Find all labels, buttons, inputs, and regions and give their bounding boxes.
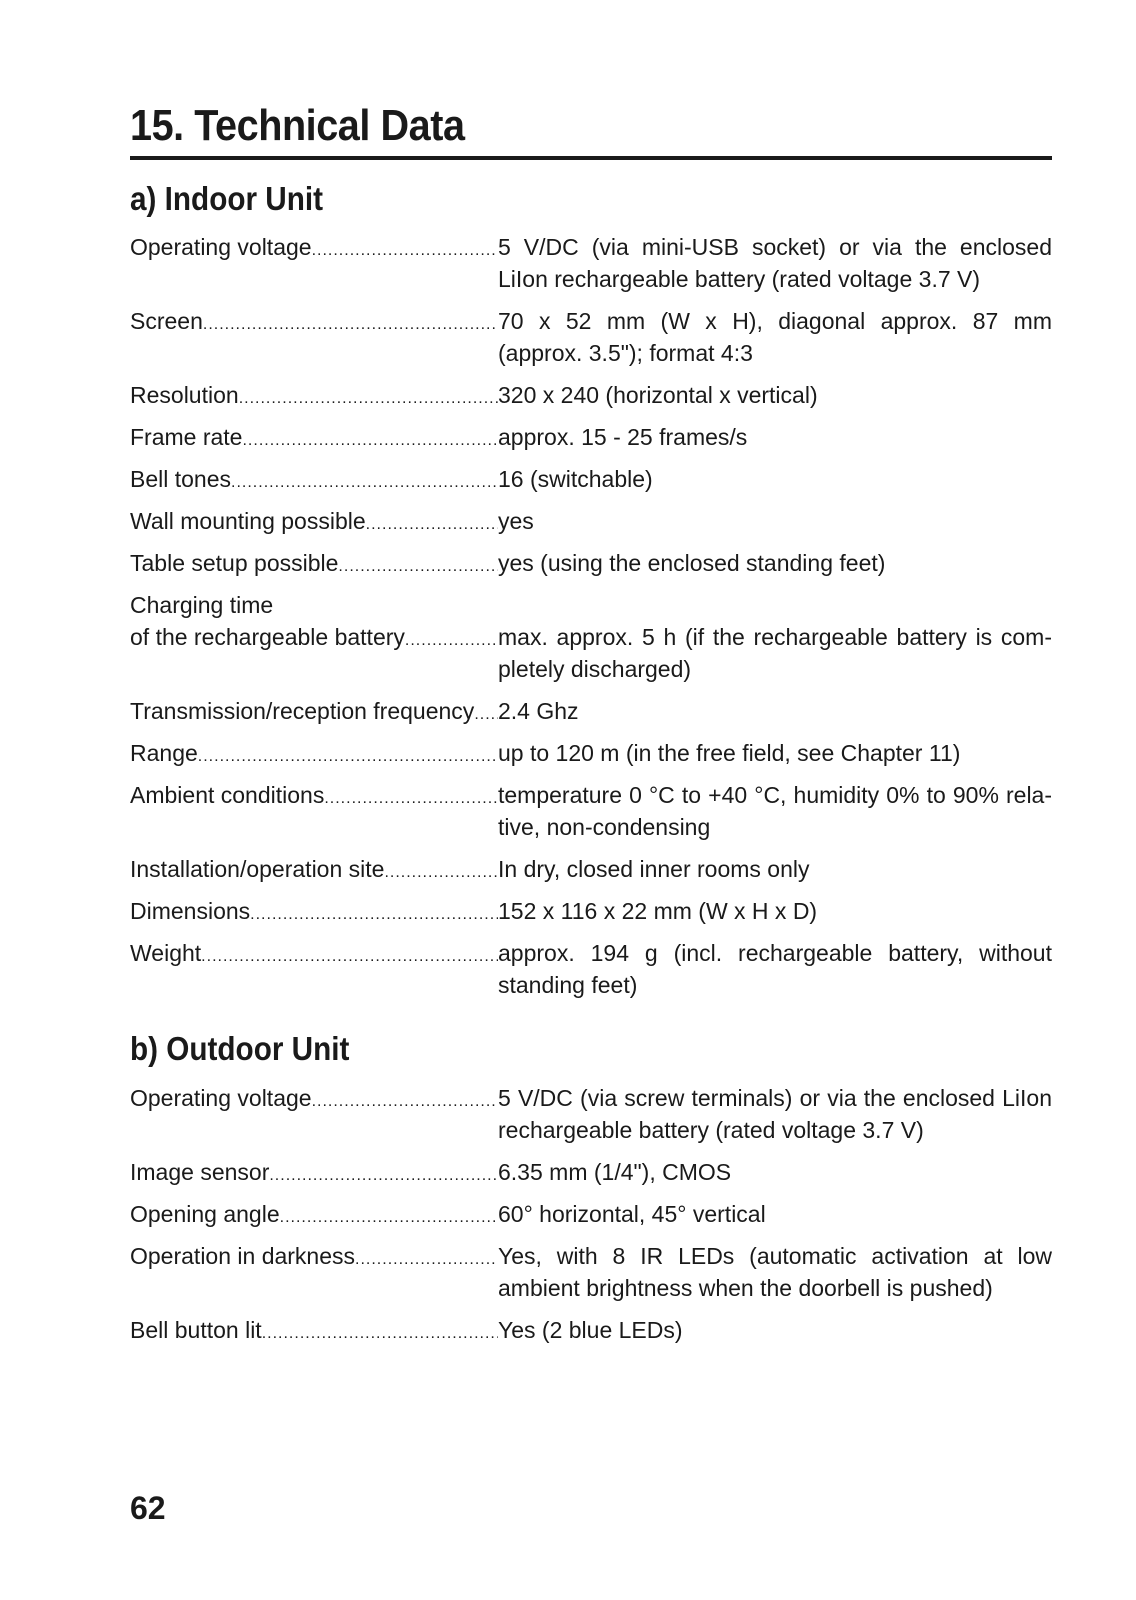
page-title: 15. Technical Data xyxy=(130,101,465,150)
leader-dots xyxy=(262,1322,498,1346)
spec-label: Operating voltage xyxy=(130,1085,312,1111)
spec-row-wall-mounting xyxy=(130,505,1052,537)
leader-dots xyxy=(239,387,498,411)
spec-row-screen xyxy=(130,305,1052,369)
spec-label: Operation in darkness xyxy=(130,1243,356,1269)
leader-dots xyxy=(231,471,498,495)
spec-value: 2.4 Ghz xyxy=(498,698,579,724)
spec-value: 320 x 240 (horizontal x vertical) xyxy=(498,382,818,408)
spec-value: yes xyxy=(498,508,534,534)
spec-label: Resolution xyxy=(130,382,239,408)
spec-row-range xyxy=(130,737,1052,769)
title-divider xyxy=(130,156,1052,160)
spec-value: In dry, closed inner rooms only xyxy=(498,856,810,882)
spec-row-bell-button-lit xyxy=(130,1314,1052,1346)
spec-label: Wall mounting possible xyxy=(130,508,366,534)
spec-row-charging-time xyxy=(130,589,1052,685)
spec-row-bell-tones xyxy=(130,463,1052,495)
spec-label: Opening angle xyxy=(130,1201,280,1227)
spec-value: approx. 194 g (incl. rechargeable battery, without standing feet) xyxy=(498,940,1052,998)
spec-value: 6.35 mm (1/4"), CMOS xyxy=(498,1159,732,1185)
spec-label: Frame rate xyxy=(130,424,243,450)
spec-value: yes (using the enclosed standing feet) xyxy=(498,550,886,576)
spec-row-operating-voltage xyxy=(130,231,1052,295)
spec-value: up to 120 m (in the free field, see Chapter 11) xyxy=(498,740,961,766)
spec-row-ambient-conditions xyxy=(130,779,1052,843)
leader-dots xyxy=(201,945,498,969)
section-heading-outdoor: b) Outdoor Unit xyxy=(130,1030,350,1067)
leader-dots xyxy=(338,555,498,579)
spec-value: Yes (2 blue LEDs) xyxy=(498,1317,683,1343)
spec-list-outdoor xyxy=(130,1082,1052,1356)
spec-row-resolution xyxy=(130,379,1052,411)
spec-label: Table setup possible xyxy=(130,550,339,576)
spec-value: 16 (switchable) xyxy=(498,466,653,492)
spec-label: Bell tones xyxy=(130,466,232,492)
spec-row-weight xyxy=(130,937,1052,1001)
leader-dots xyxy=(312,1090,498,1114)
spec-label: Transmission/reception frequency xyxy=(130,698,475,724)
page-number: 62 xyxy=(130,1490,166,1526)
spec-label: Screen xyxy=(130,308,203,334)
leader-dots xyxy=(242,429,498,453)
spec-label: Operating voltage xyxy=(130,234,312,260)
leader-dots xyxy=(203,313,498,337)
spec-list-indoor xyxy=(130,231,1052,1011)
spec-value: max. approx. 5 h (if the rechargeable battery is com-pletely discharged) xyxy=(498,624,1052,682)
spec-row-installation-site xyxy=(130,853,1052,885)
spec-row-image-sensor xyxy=(130,1156,1052,1188)
spec-value: Yes, with 8 IR LEDs (automatic activation at low ambient brightness when the doorbell is pushed) xyxy=(498,1243,1052,1301)
spec-row-frame-rate xyxy=(130,421,1052,453)
spec-value: 5 V/DC (via mini-USB socket) or via the enclosed LiIon rechargeable battery (rated voltage 3.7 V) xyxy=(498,234,1052,292)
spec-value: 152 x 116 x 22 mm (W x H x D) xyxy=(498,898,818,924)
spec-value: 5 V/DC (via screw terminals) or via the enclosed LiIon rechargeable battery (rated voltage 3.7 V) xyxy=(498,1085,1052,1143)
leader-dots xyxy=(324,787,498,811)
leader-dots xyxy=(269,1164,498,1188)
leader-dots xyxy=(280,1206,498,1230)
spec-label: Bell button lit xyxy=(130,1317,262,1343)
spec-row-dimensions xyxy=(130,895,1052,927)
spec-label: Installation/operation site xyxy=(130,856,385,882)
section-heading-indoor: a) Indoor Unit xyxy=(130,180,324,217)
spec-label: of the rechargeable battery xyxy=(130,624,405,650)
leader-dots xyxy=(312,239,498,263)
leader-dots xyxy=(250,903,498,927)
spec-value: 60° horizontal, 45° vertical xyxy=(498,1201,766,1227)
leader-dots xyxy=(198,745,498,769)
spec-label: Ambient conditions xyxy=(130,782,325,808)
leader-dots xyxy=(355,1248,498,1272)
spec-row-table-setup xyxy=(130,547,1052,579)
spec-value: temperature 0 °C to +40 °C, humidity 0% to 90% rela-tive, non-condensing xyxy=(498,782,1052,840)
leader-dots xyxy=(405,629,498,653)
spec-value: approx. 15 - 25 frames/s xyxy=(498,424,748,450)
spec-label: Dimensions xyxy=(130,898,251,924)
spec-row-operation-darkness xyxy=(130,1240,1052,1304)
spec-value: 70 x 52 mm (W x H), diagonal approx. 87 mm (approx. 3.5"); format 4:3 xyxy=(498,308,1052,366)
spec-label: Weight xyxy=(130,940,202,966)
leader-dots xyxy=(366,513,498,537)
spec-row-operating-voltage xyxy=(130,1082,1052,1146)
spec-row-frequency xyxy=(130,695,1052,727)
leader-dots xyxy=(474,703,498,727)
leader-dots xyxy=(384,861,498,885)
spec-label: Image sensor xyxy=(130,1159,270,1185)
spec-label-line1: Charging time xyxy=(130,592,274,618)
spec-row-opening-angle xyxy=(130,1198,1052,1230)
spec-label: Range xyxy=(130,740,198,766)
